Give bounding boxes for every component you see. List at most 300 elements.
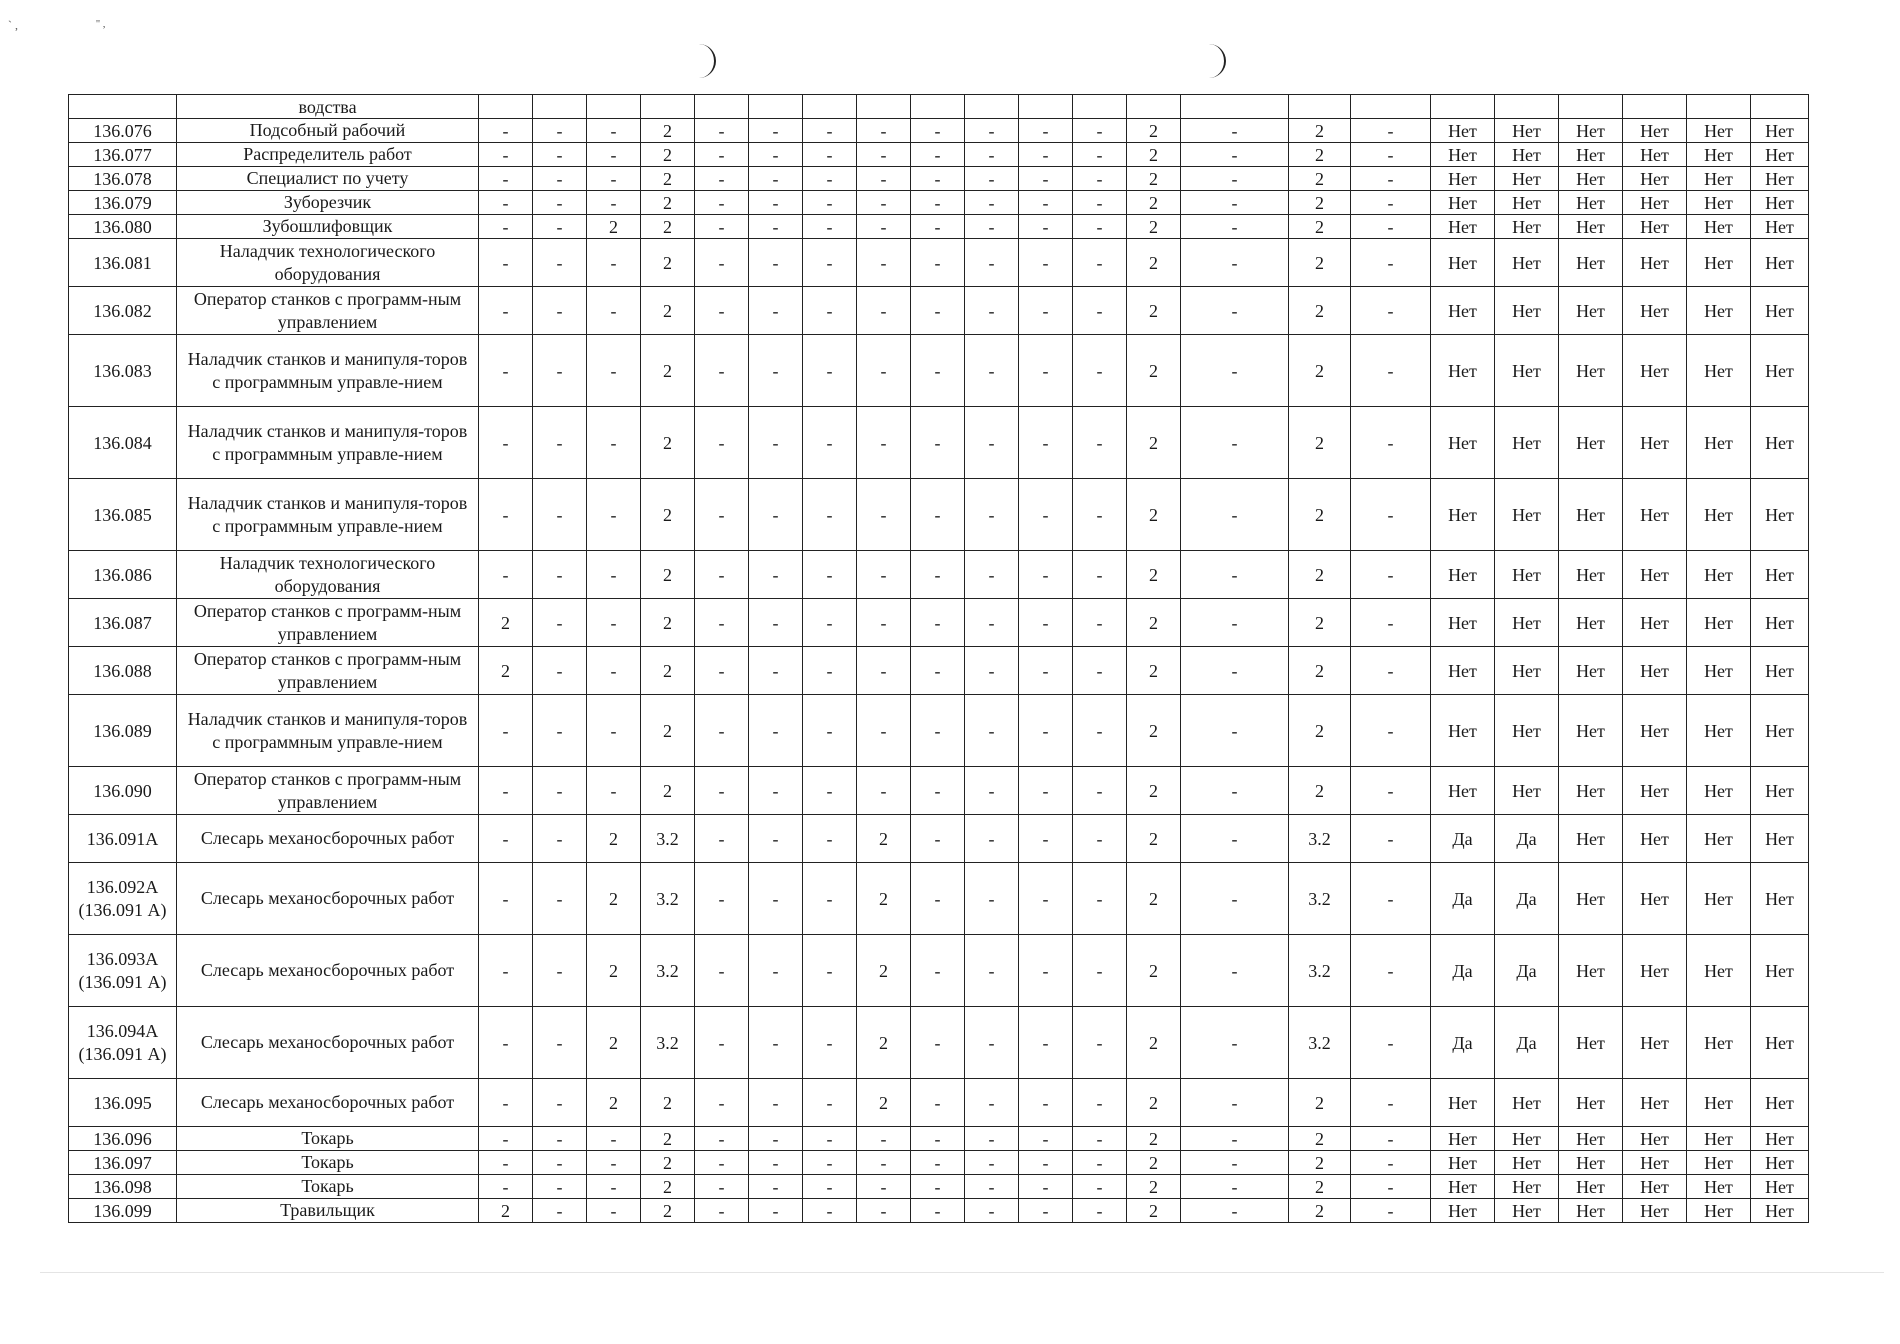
answer-cell: Нет [1751, 239, 1809, 287]
answer-cell: Нет [1623, 647, 1687, 695]
code-cell: 136.085 [69, 479, 177, 551]
table-body [69, 95, 1809, 1223]
factor-cell: 2 [587, 935, 641, 1007]
answer-cell: Нет [1559, 167, 1623, 191]
factor-cell: - [803, 1079, 857, 1127]
factor-cell: - [587, 191, 641, 215]
factor-cell: - [533, 1079, 587, 1127]
factor-cell: - [695, 407, 749, 479]
factor-cell: - [911, 551, 965, 599]
factor-cell: - [479, 335, 533, 407]
factor-cell: - [1181, 479, 1289, 551]
table-row [69, 479, 1809, 551]
factor-cell: - [1019, 1175, 1073, 1199]
factor-cell: 2 [1127, 1127, 1181, 1151]
factor-cell: - [803, 1199, 857, 1223]
extra-cell: - [1351, 1175, 1431, 1199]
answer-cell: Нет [1623, 863, 1687, 935]
answer-cell: Нет [1687, 239, 1751, 287]
factor-cell: - [857, 215, 911, 239]
factor-cell: - [1073, 1151, 1127, 1175]
name-cell: Токарь [177, 1127, 479, 1151]
factor-cell: - [1181, 1199, 1289, 1223]
extra-cell: 3.2 [1289, 935, 1351, 1007]
code-cell: 136.084 [69, 407, 177, 479]
answer-cell: Нет [1623, 479, 1687, 551]
factor-cell: - [695, 1199, 749, 1223]
table-row [69, 1199, 1809, 1223]
factor-cell: - [1181, 1175, 1289, 1199]
factor-cell: 2 [1127, 1151, 1181, 1175]
factor-cell: - [1181, 647, 1289, 695]
factor-cell: - [965, 647, 1019, 695]
table-row [69, 695, 1809, 767]
answer-cell: Нет [1687, 407, 1751, 479]
factor-cell: 2 [641, 647, 695, 695]
factor-cell: - [749, 407, 803, 479]
factor-cell: 2 [641, 239, 695, 287]
table-row [69, 119, 1809, 143]
code-cell: 136.081 [69, 239, 177, 287]
answer-cell: Нет [1687, 647, 1751, 695]
answer-cell: Нет [1495, 191, 1559, 215]
answer-cell: Нет [1751, 551, 1809, 599]
factor-cell: - [857, 695, 911, 767]
factor-cell: - [1073, 647, 1127, 695]
factor-cell: 2 [857, 935, 911, 1007]
answer-cell: Нет [1431, 551, 1495, 599]
factor-cell: - [749, 215, 803, 239]
factor-cell: - [695, 935, 749, 1007]
table-row [69, 863, 1809, 935]
factor-cell: - [695, 815, 749, 863]
factor-cell: - [1073, 287, 1127, 335]
factor-cell: 2 [479, 599, 533, 647]
factor-cell: - [803, 287, 857, 335]
factor-cell: - [803, 863, 857, 935]
factor-cell: - [1181, 215, 1289, 239]
factor-cell: - [1073, 215, 1127, 239]
factor-cell: - [1181, 1007, 1289, 1079]
factor-cell: - [749, 167, 803, 191]
answer-cell: Нет [1623, 407, 1687, 479]
factor-cell: - [587, 287, 641, 335]
name-cell: Наладчик технологического оборудования [177, 551, 479, 599]
factor-cell: - [1181, 143, 1289, 167]
extra-cell: 3.2 [1289, 1007, 1351, 1079]
answer-cell: Да [1495, 815, 1559, 863]
factor-cell: - [695, 1151, 749, 1175]
factor-cell: - [587, 1199, 641, 1223]
answer-cell: Нет [1687, 1151, 1751, 1175]
factor-cell: - [911, 239, 965, 287]
factor-cell: - [1073, 1007, 1127, 1079]
extra-cell: 2 [1289, 407, 1351, 479]
factor-cell: - [965, 815, 1019, 863]
code-cell: 136.094А (136.091 А) [69, 1007, 177, 1079]
factor-cell: - [965, 599, 1019, 647]
factor-cell: - [1019, 335, 1073, 407]
factor-cell: - [695, 143, 749, 167]
name-cell: Специалист по учету [177, 167, 479, 191]
extra-cell: - [1351, 599, 1431, 647]
answer-cell: Нет [1687, 479, 1751, 551]
code-cell [69, 95, 177, 119]
factor-cell: - [695, 167, 749, 191]
factor-cell: 2 [641, 143, 695, 167]
factor-cell: - [587, 479, 641, 551]
answer-cell: Нет [1495, 479, 1559, 551]
punch-hole-right [1198, 44, 1226, 78]
name-cell: Оператор станков с программ-ным управлением [177, 599, 479, 647]
answer-cell: Нет [1431, 1127, 1495, 1151]
answer-cell: Нет [1623, 1151, 1687, 1175]
factor-cell: - [695, 647, 749, 695]
answer-cell: Нет [1751, 335, 1809, 407]
factor-cell: - [965, 1079, 1019, 1127]
factor-cell: - [749, 1127, 803, 1151]
factor-cell: - [803, 191, 857, 215]
factor-cell: - [479, 767, 533, 815]
factor-cell: - [695, 239, 749, 287]
answer-cell: Нет [1559, 647, 1623, 695]
answer-cell: Нет [1431, 1199, 1495, 1223]
factor-cell: - [749, 1079, 803, 1127]
factor-cell: - [479, 935, 533, 1007]
factor-cell: - [965, 119, 1019, 143]
factor-cell: - [1019, 551, 1073, 599]
answer-cell: Нет [1559, 695, 1623, 767]
code-cell: 136.078 [69, 167, 177, 191]
answer-cell: Да [1495, 1007, 1559, 1079]
factor-cell: - [1019, 215, 1073, 239]
factor-cell: 2 [587, 863, 641, 935]
answer-cell: Нет [1559, 335, 1623, 407]
factor-cell: - [533, 1127, 587, 1151]
extra-cell: 2 [1289, 767, 1351, 815]
answer-cell: Нет [1751, 1175, 1809, 1199]
factor-cell: - [1181, 1151, 1289, 1175]
extra-cell: - [1351, 191, 1431, 215]
answer-cell: Да [1431, 1007, 1495, 1079]
factor-cell: - [587, 1151, 641, 1175]
factor-cell: - [587, 143, 641, 167]
factor-cell: - [587, 1127, 641, 1151]
factor-cell: - [911, 599, 965, 647]
answer-cell: Нет [1751, 647, 1809, 695]
name-cell: Токарь [177, 1175, 479, 1199]
factor-cell: - [803, 1007, 857, 1079]
table-row [69, 335, 1809, 407]
extra-cell: - [1351, 647, 1431, 695]
factor-cell: - [533, 215, 587, 239]
answer-cell: Нет [1623, 1199, 1687, 1223]
extra-cell: 2 [1289, 695, 1351, 767]
factor-cell: - [479, 191, 533, 215]
table-row [69, 1007, 1809, 1079]
table-row [69, 599, 1809, 647]
answer-cell: Нет [1431, 479, 1495, 551]
extra-cell: 2 [1289, 1127, 1351, 1151]
factor-cell: - [911, 143, 965, 167]
table-row [69, 407, 1809, 479]
extra-cell: - [1351, 215, 1431, 239]
factor-cell: - [965, 863, 1019, 935]
factor-cell: - [1073, 815, 1127, 863]
answer-cell: Нет [1751, 215, 1809, 239]
factor-cell: - [587, 407, 641, 479]
factor-cell: - [1019, 119, 1073, 143]
factor-cell: - [803, 551, 857, 599]
factor-cell: - [965, 287, 1019, 335]
factor-cell: - [911, 215, 965, 239]
factor-cell: 2 [587, 1007, 641, 1079]
factor-cell: - [749, 143, 803, 167]
table-row [69, 647, 1809, 695]
extra-cell: 3.2 [1289, 863, 1351, 935]
factor-cell: - [911, 1007, 965, 1079]
extra-cell: 2 [1289, 647, 1351, 695]
answer-cell: Нет [1559, 1151, 1623, 1175]
factor-cell: - [533, 1175, 587, 1199]
factor-cell: - [479, 1127, 533, 1151]
answer-cell: Нет [1431, 599, 1495, 647]
answer-cell: Нет [1495, 695, 1559, 767]
code-cell: 136.091А [69, 815, 177, 863]
extra-cell: 2 [1289, 335, 1351, 407]
factor-cell: - [749, 1151, 803, 1175]
factor-cell: - [803, 143, 857, 167]
factor-cell: 2 [641, 479, 695, 551]
factor-cell: - [1019, 1007, 1073, 1079]
factor-cell: - [857, 599, 911, 647]
extra-cell: - [1351, 1079, 1431, 1127]
factor-cell: - [479, 287, 533, 335]
extra-cell: 2 [1289, 1175, 1351, 1199]
extra-cell: - [1351, 551, 1431, 599]
answer-cell: Нет [1559, 1199, 1623, 1223]
answer-cell: Нет [1495, 1151, 1559, 1175]
factor-cell: - [1073, 119, 1127, 143]
factor-cell: - [533, 1151, 587, 1175]
code-cell: 136.090 [69, 767, 177, 815]
factor-cell: - [587, 239, 641, 287]
factor-cell: 2 [1127, 119, 1181, 143]
factor-cell: - [479, 215, 533, 239]
factor-cell: - [857, 1151, 911, 1175]
factor-cell: - [479, 863, 533, 935]
extra-cell: 3.2 [1289, 815, 1351, 863]
factor-cell: - [1019, 863, 1073, 935]
factor-cell: - [695, 479, 749, 551]
factor-cell: - [533, 695, 587, 767]
factor-cell: 2 [1127, 215, 1181, 239]
factor-cell: - [479, 407, 533, 479]
factor-cell: - [479, 551, 533, 599]
answer-cell: Нет [1751, 1151, 1809, 1175]
factor-cell: - [857, 335, 911, 407]
answer-cell: Нет [1559, 239, 1623, 287]
answer-cell: Нет [1687, 143, 1751, 167]
extra-cell: - [1351, 695, 1431, 767]
extra-cell: 2 [1289, 1079, 1351, 1127]
answer-cell: Нет [1559, 287, 1623, 335]
answer-cell: Нет [1495, 167, 1559, 191]
factor-cell: - [695, 695, 749, 767]
answer-cell: Нет [1495, 335, 1559, 407]
answer-cell: Нет [1687, 191, 1751, 215]
code-cell: 136.087 [69, 599, 177, 647]
code-cell: 136.098 [69, 1175, 177, 1199]
factor-cell: - [749, 335, 803, 407]
factor-cell: - [695, 191, 749, 215]
answer-cell: Нет [1495, 1127, 1559, 1151]
factor-cell: - [479, 1175, 533, 1199]
answer-cell: Нет [1431, 647, 1495, 695]
answer-cell: Нет [1623, 1127, 1687, 1151]
factor-cell: - [695, 863, 749, 935]
name-cell: Слесарь механосборочных работ [177, 935, 479, 1007]
factor-cell: - [1073, 551, 1127, 599]
extra-cell: - [1351, 815, 1431, 863]
factor-cell: - [1019, 599, 1073, 647]
answer-cell: Нет [1751, 287, 1809, 335]
factor-cell: - [749, 815, 803, 863]
name-cell: Зуборезчик [177, 191, 479, 215]
answer-cell: Нет [1623, 335, 1687, 407]
factor-cell: - [857, 167, 911, 191]
name-cell: Наладчик технологического оборудования [177, 239, 479, 287]
name-cell: Слесарь механосборочных работ [177, 863, 479, 935]
answer-cell: Нет [1495, 143, 1559, 167]
code-cell: 136.076 [69, 119, 177, 143]
answer-cell: Нет [1751, 863, 1809, 935]
answer-cell: Нет [1559, 1079, 1623, 1127]
factor-cell: - [965, 167, 1019, 191]
factor-cell: - [1181, 767, 1289, 815]
answer-cell: Нет [1559, 935, 1623, 1007]
factor-cell: - [1073, 1175, 1127, 1199]
factor-cell: - [533, 599, 587, 647]
factor-cell: - [911, 287, 965, 335]
factor-cell: - [911, 1199, 965, 1223]
code-cell: 136.096 [69, 1127, 177, 1151]
factor-cell: - [911, 647, 965, 695]
factor-cell: - [1181, 599, 1289, 647]
table-row [69, 215, 1809, 239]
factor-cell: - [857, 287, 911, 335]
factor-cell: 2 [587, 815, 641, 863]
code-cell: 136.088 [69, 647, 177, 695]
answer-cell: Нет [1687, 935, 1751, 1007]
table-row [69, 815, 1809, 863]
punch-hole-left [688, 44, 716, 78]
factor-cell: - [1073, 767, 1127, 815]
factor-cell: - [1073, 167, 1127, 191]
factor-cell: - [587, 767, 641, 815]
factor-cell: - [479, 479, 533, 551]
extra-cell: 2 [1289, 1199, 1351, 1223]
name-cell: Травильщик [177, 1199, 479, 1223]
answer-cell: Нет [1751, 167, 1809, 191]
factor-cell: 2 [1127, 191, 1181, 215]
factor-cell: - [803, 479, 857, 551]
answer-cell: Нет [1559, 1127, 1623, 1151]
factor-cell: - [1181, 335, 1289, 407]
answer-cell: Нет [1495, 551, 1559, 599]
factor-cell: - [533, 551, 587, 599]
answer-cell: Нет [1495, 239, 1559, 287]
name-cell: Подсобный рабочий [177, 119, 479, 143]
factor-cell: - [1019, 1079, 1073, 1127]
answer-cell: Нет [1687, 863, 1751, 935]
name-cell: Оператор станков с программ-ным управлением [177, 767, 479, 815]
answer-cell: Нет [1687, 767, 1751, 815]
factor-cell: - [695, 335, 749, 407]
factor-cell: - [695, 1079, 749, 1127]
answer-cell: Нет [1623, 1007, 1687, 1079]
factor-cell: - [1181, 815, 1289, 863]
factor-cell: - [911, 815, 965, 863]
answer-cell: Нет [1559, 863, 1623, 935]
factor-cell: - [1181, 167, 1289, 191]
factor-cell: - [1073, 143, 1127, 167]
answer-cell: Нет [1431, 767, 1495, 815]
answer-cell: Нет [1623, 815, 1687, 863]
answer-cell: Нет [1559, 143, 1623, 167]
answer-cell: Нет [1495, 215, 1559, 239]
answer-cell: Нет [1623, 599, 1687, 647]
factor-cell: - [1073, 935, 1127, 1007]
answer-cell: Нет [1751, 1007, 1809, 1079]
factor-cell: - [695, 119, 749, 143]
factor-cell: - [695, 1127, 749, 1151]
factor-cell: - [533, 191, 587, 215]
answer-cell: Нет [1751, 191, 1809, 215]
factor-cell: - [533, 287, 587, 335]
factor-cell: - [965, 335, 1019, 407]
factor-cell: - [965, 215, 1019, 239]
factor-cell: 2 [1127, 407, 1181, 479]
factor-cell: - [965, 1007, 1019, 1079]
factor-cell: - [587, 167, 641, 191]
answer-cell: Нет [1751, 1079, 1809, 1127]
factor-cell: - [1073, 407, 1127, 479]
answer-cell: Нет [1559, 191, 1623, 215]
factor-cell: - [965, 143, 1019, 167]
factor-cell: - [911, 119, 965, 143]
extra-cell: 2 [1289, 551, 1351, 599]
extra-cell: - [1351, 407, 1431, 479]
factor-cell: 2 [641, 407, 695, 479]
answer-cell: Нет [1751, 407, 1809, 479]
extra-cell: - [1351, 287, 1431, 335]
factor-cell: - [965, 239, 1019, 287]
factor-cell: - [803, 1175, 857, 1199]
answer-cell: Нет [1559, 551, 1623, 599]
factor-cell: - [857, 239, 911, 287]
factor-cell: - [749, 647, 803, 695]
table-row [69, 287, 1809, 335]
factor-cell: - [803, 215, 857, 239]
answer-cell: Нет [1431, 119, 1495, 143]
answer-cell: Нет [1687, 599, 1751, 647]
factor-cell: - [965, 1199, 1019, 1223]
answer-cell: Нет [1623, 935, 1687, 1007]
factor-cell: - [1181, 1079, 1289, 1127]
code-cell: 136.086 [69, 551, 177, 599]
code-cell: 136.079 [69, 191, 177, 215]
